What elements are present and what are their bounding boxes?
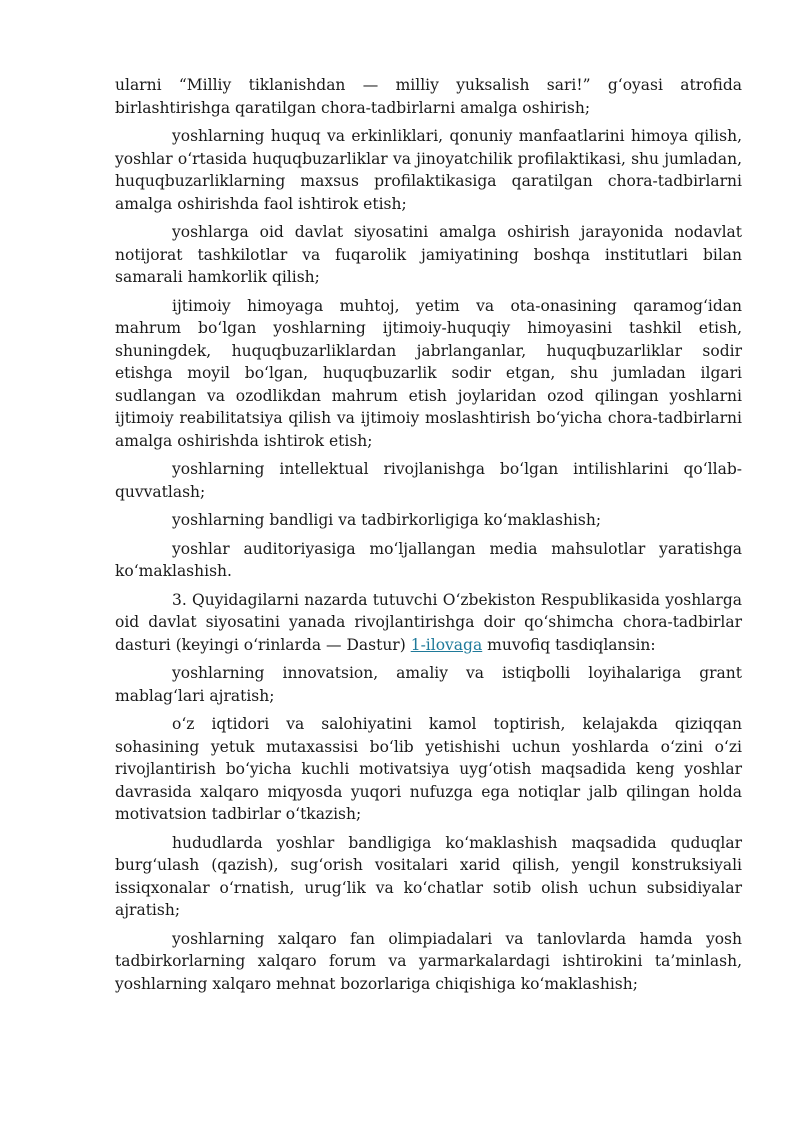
- paragraph-intellectual-support: yoshlarning intellektual rivojlanishga bo‘lgan intilishlarini qo‘llab-quvvatlash;: [115, 460, 742, 501]
- paragraph-grants: yoshlarning innovatsion, amaliy va istiqbolli loyihalariga grant mablag‘lari ajratish;: [115, 664, 742, 705]
- document-page: [115, 74, 742, 1001]
- paragraph-employment: yoshlarning bandligi va tadbirkorligiga ko‘maklashish;: [172, 511, 602, 529]
- paragraph-item-3: [115, 589, 742, 657]
- paragraph-motivation-events: o‘z iqtidori va salohiyatini kamol toptirish, kelajakda qiziqqan sohasining yetuk mutaxassisi bo‘lib yetishishi uchun yoshlarda o‘zini o‘zi rivojlantirish bo‘yicha kuchli motivatsiya uyg‘otish maqsadida keng yoshlar davrasida xalqaro miqyosda yuqori nufuzga ega notiqlar jalb qilingan holda motivatsion tadbirlar o‘tkazish;: [115, 715, 742, 823]
- paragraph-ngo-cooperation: yoshlarga oid davlat siyosatini amalga oshirish jarayonida nodavlat notijorat tashkilotlar va fuqarolik jamiyatining boshqa institutlari bilan samarali hamkorlik qilish;: [115, 223, 742, 286]
- paragraph-media: yoshlar auditoriyasiga mo‘ljallangan media mahsulotlar yaratishga ko‘maklashish.: [115, 539, 742, 580]
- item-3-text-after: muvofiq tasdiqlansin:: [482, 635, 656, 654]
- paragraph-continuation: ularni “Milliy tiklanishdan — milliy yuksalish sari!” g‘oyasi atrofida birlashtirishga qaratilgan chora-tadbirlarni amalga oshirish;: [115, 76, 742, 117]
- paragraph-rights-protection: yoshlarning huquq va erkinliklari, qonuniy manfaatlarini himoya qilish, yoshlar o‘rtasida huquqbuzarliklar va jinoyatchilik profilaktikasi, shu jumladan, huquqbuzarliklarning maxsus profilaktikasiga qaratilgan chora-tadbirlarni amalga oshirishda faol ishtirok etish;: [115, 127, 742, 213]
- paragraph-subsidies: hududlarda yoshlar bandligiga ko‘maklashish maqsadida quduqlar burg‘ulash (qazish), sug‘orish vositalari xarid qilish, yengil konstruksiyali issiqxonalar o‘rnatish, urug‘lik va ko‘chatlar sotib olish uchun subsidiyalar ajratish;: [115, 833, 742, 919]
- item-3-text-before: 3. Quyidagilarni nazarda tutuvchi O‘zbekiston Respublikasida yoshlarga oid davlat siyosatini yanada rivojlantirishga doir qo‘shimcha chora-tadbirlar dasturi (keyingi o‘rinlarda — Dastur): [115, 590, 742, 654]
- paragraph-international: yoshlarning xalqaro fan olimpiadalari va tanlovlarda hamda yosh tadbirkorlarning xalqaro forum va yarmarkalardagi ishtirokini ta’minlash, yoshlarning xalqaro mehnat bozorlariga chiqishiga ko‘maklashish;: [115, 929, 742, 993]
- annex-1-link[interactable]: 1-ilovaga: [410, 635, 483, 654]
- paragraph-social-protection: ijtimoiy himoyaga muhtoj, yetim va ota-onasining qaramog‘idan mahrum bo‘lgan yoshlarning ijtimoiy-huquqiy himoyasini tashkil etish, shuningdek, huquqbuzarliklardan jabrlanganlar, huquqbuzarliklar sodir etishga moyil bo‘lgan, huquqbuzarlik sodir etgan, shu jumladan ilgari sudlangan va ozodlikdan mahrum etish joylaridan ozod qilingan yoshlarni ijtimoiy reabilitatsiya qilish va ijtimoiy moslashtirish bo‘yicha chora-tadbirlarni amalga oshirishda ishtirok etish;: [115, 296, 742, 450]
